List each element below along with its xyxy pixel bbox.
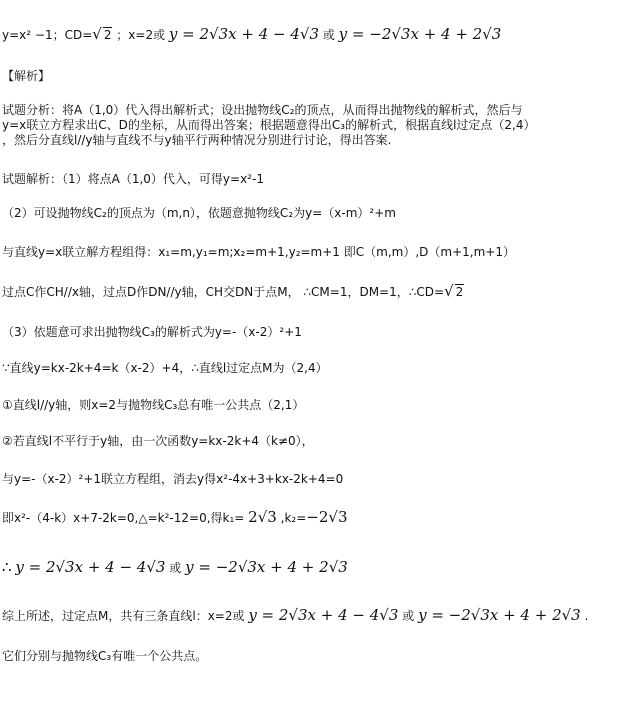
solution-line-4-text: 过点C作CH//x轴，过点D作DN//y轴，CH交DN于点M， ∴CM=1，DM=1，∴CD= xyxy=(2,285,445,299)
solution-line-10-c: ,k₂= xyxy=(280,511,307,525)
solution-line-12-or: 或 xyxy=(402,609,415,623)
answer-eq1: y = 2√3x + 4 − 4√3 xyxy=(168,25,319,43)
solution-line-12 xyxy=(2,608,588,623)
solution-line-13: 它们分别与抛物线C₃有唯一个公共点。 xyxy=(2,649,208,663)
answer-or: 或 xyxy=(322,28,335,42)
analysis-line-1: 试题分析：将A（1,0）代入得出解析式；设出抛物线C₂的顶点，从而得出抛物线的解析式，然后与 xyxy=(2,103,523,117)
analysis-line-3: ，然后分直线l//y轴与直线不与y轴平行两种情况分别进行讨论，得出答案. xyxy=(2,133,392,147)
sqrt-icon: √ xyxy=(92,25,102,43)
section-heading: 【解析】 xyxy=(2,69,51,83)
solution-line-12-pre: 综上所述，过定点M，共有三条直线l：x=2或 xyxy=(2,609,245,623)
answer-eq2: y = −2√3x + 4 + 2√3 xyxy=(338,25,502,43)
sqrt-icon: √ xyxy=(444,282,454,300)
solution-line-8: ②若直线l不平行于y轴，由一次函数y=kx-2k+4（k≠0）， xyxy=(2,434,314,448)
solution-line-10-a: 即x²-（4-k）x+7-2k=0,△=k²-12=0,得k₁= xyxy=(2,511,245,525)
solution-line-11-eq2: y = −2√3x + 4 + 2√3 xyxy=(185,558,348,576)
solution-line-12-eq1: y = 2√3x + 4 − 4√3 xyxy=(248,606,399,624)
solution-line-12-end: . xyxy=(584,609,589,623)
solution-line-7: ①直线l//y轴，则x=2与抛物线C₃总有唯一公共点（2,1） xyxy=(2,398,305,412)
answer-line xyxy=(2,27,501,42)
solution-line-10-k2: −2√3 xyxy=(306,508,348,526)
answer-part1: y=x² −1；CD= xyxy=(2,28,93,42)
solution-line-2: （2）可设抛物线C₂的顶点为（m,n），依题意抛物线C₂为y=（x-m）²+m xyxy=(2,206,396,220)
solution-line-9: 与y=-（x-2）²+1联立方程组，消去y得x²-4x+3+kx-2k+4=0 xyxy=(2,472,344,486)
solution-line-12-eq2: y = −2√3x + 4 + 2√3 xyxy=(418,606,581,624)
solution-line-3: 与直线y=x联立解方程组得：x₁=m,y₁=m;x₂=m+1,y₂=m+1 即C（m,m）,D（m+1,m+1） xyxy=(2,245,515,259)
solution-line-4-root: 2 xyxy=(455,285,464,299)
solution-line-10 xyxy=(2,510,348,525)
solution-line-11-eq1: y = 2√3x + 4 − 4√3 xyxy=(15,558,166,576)
solution-line-6: ∵直线y=kx-2k+4=k（x-2）+4，∴直线l过定点M为（2,4） xyxy=(2,361,328,375)
solution-line-4 xyxy=(2,284,464,299)
answer-sep: ；x=2或 xyxy=(116,28,166,42)
solution-line-11 xyxy=(2,560,348,575)
analysis-line-2: y=x联立方程求出C、D的坐标，从而得出答案；根据题意得出C₃的解析式，根据直线l过定点（2,4） xyxy=(2,118,536,132)
answer-root: 2 xyxy=(103,28,112,42)
solution-line-5: （3）依题意可求出抛物线C₃的解析式为y=-（x-2）²+1 xyxy=(2,325,302,339)
solution-line-1: 试题解析：（1）将点A（1,0）代入，可得y=x²-1 xyxy=(2,172,264,186)
therefore-icon: ∴ xyxy=(2,558,12,576)
solution-line-11-or: 或 xyxy=(169,561,182,575)
solution-line-10-k1: 2√3 xyxy=(248,508,277,526)
